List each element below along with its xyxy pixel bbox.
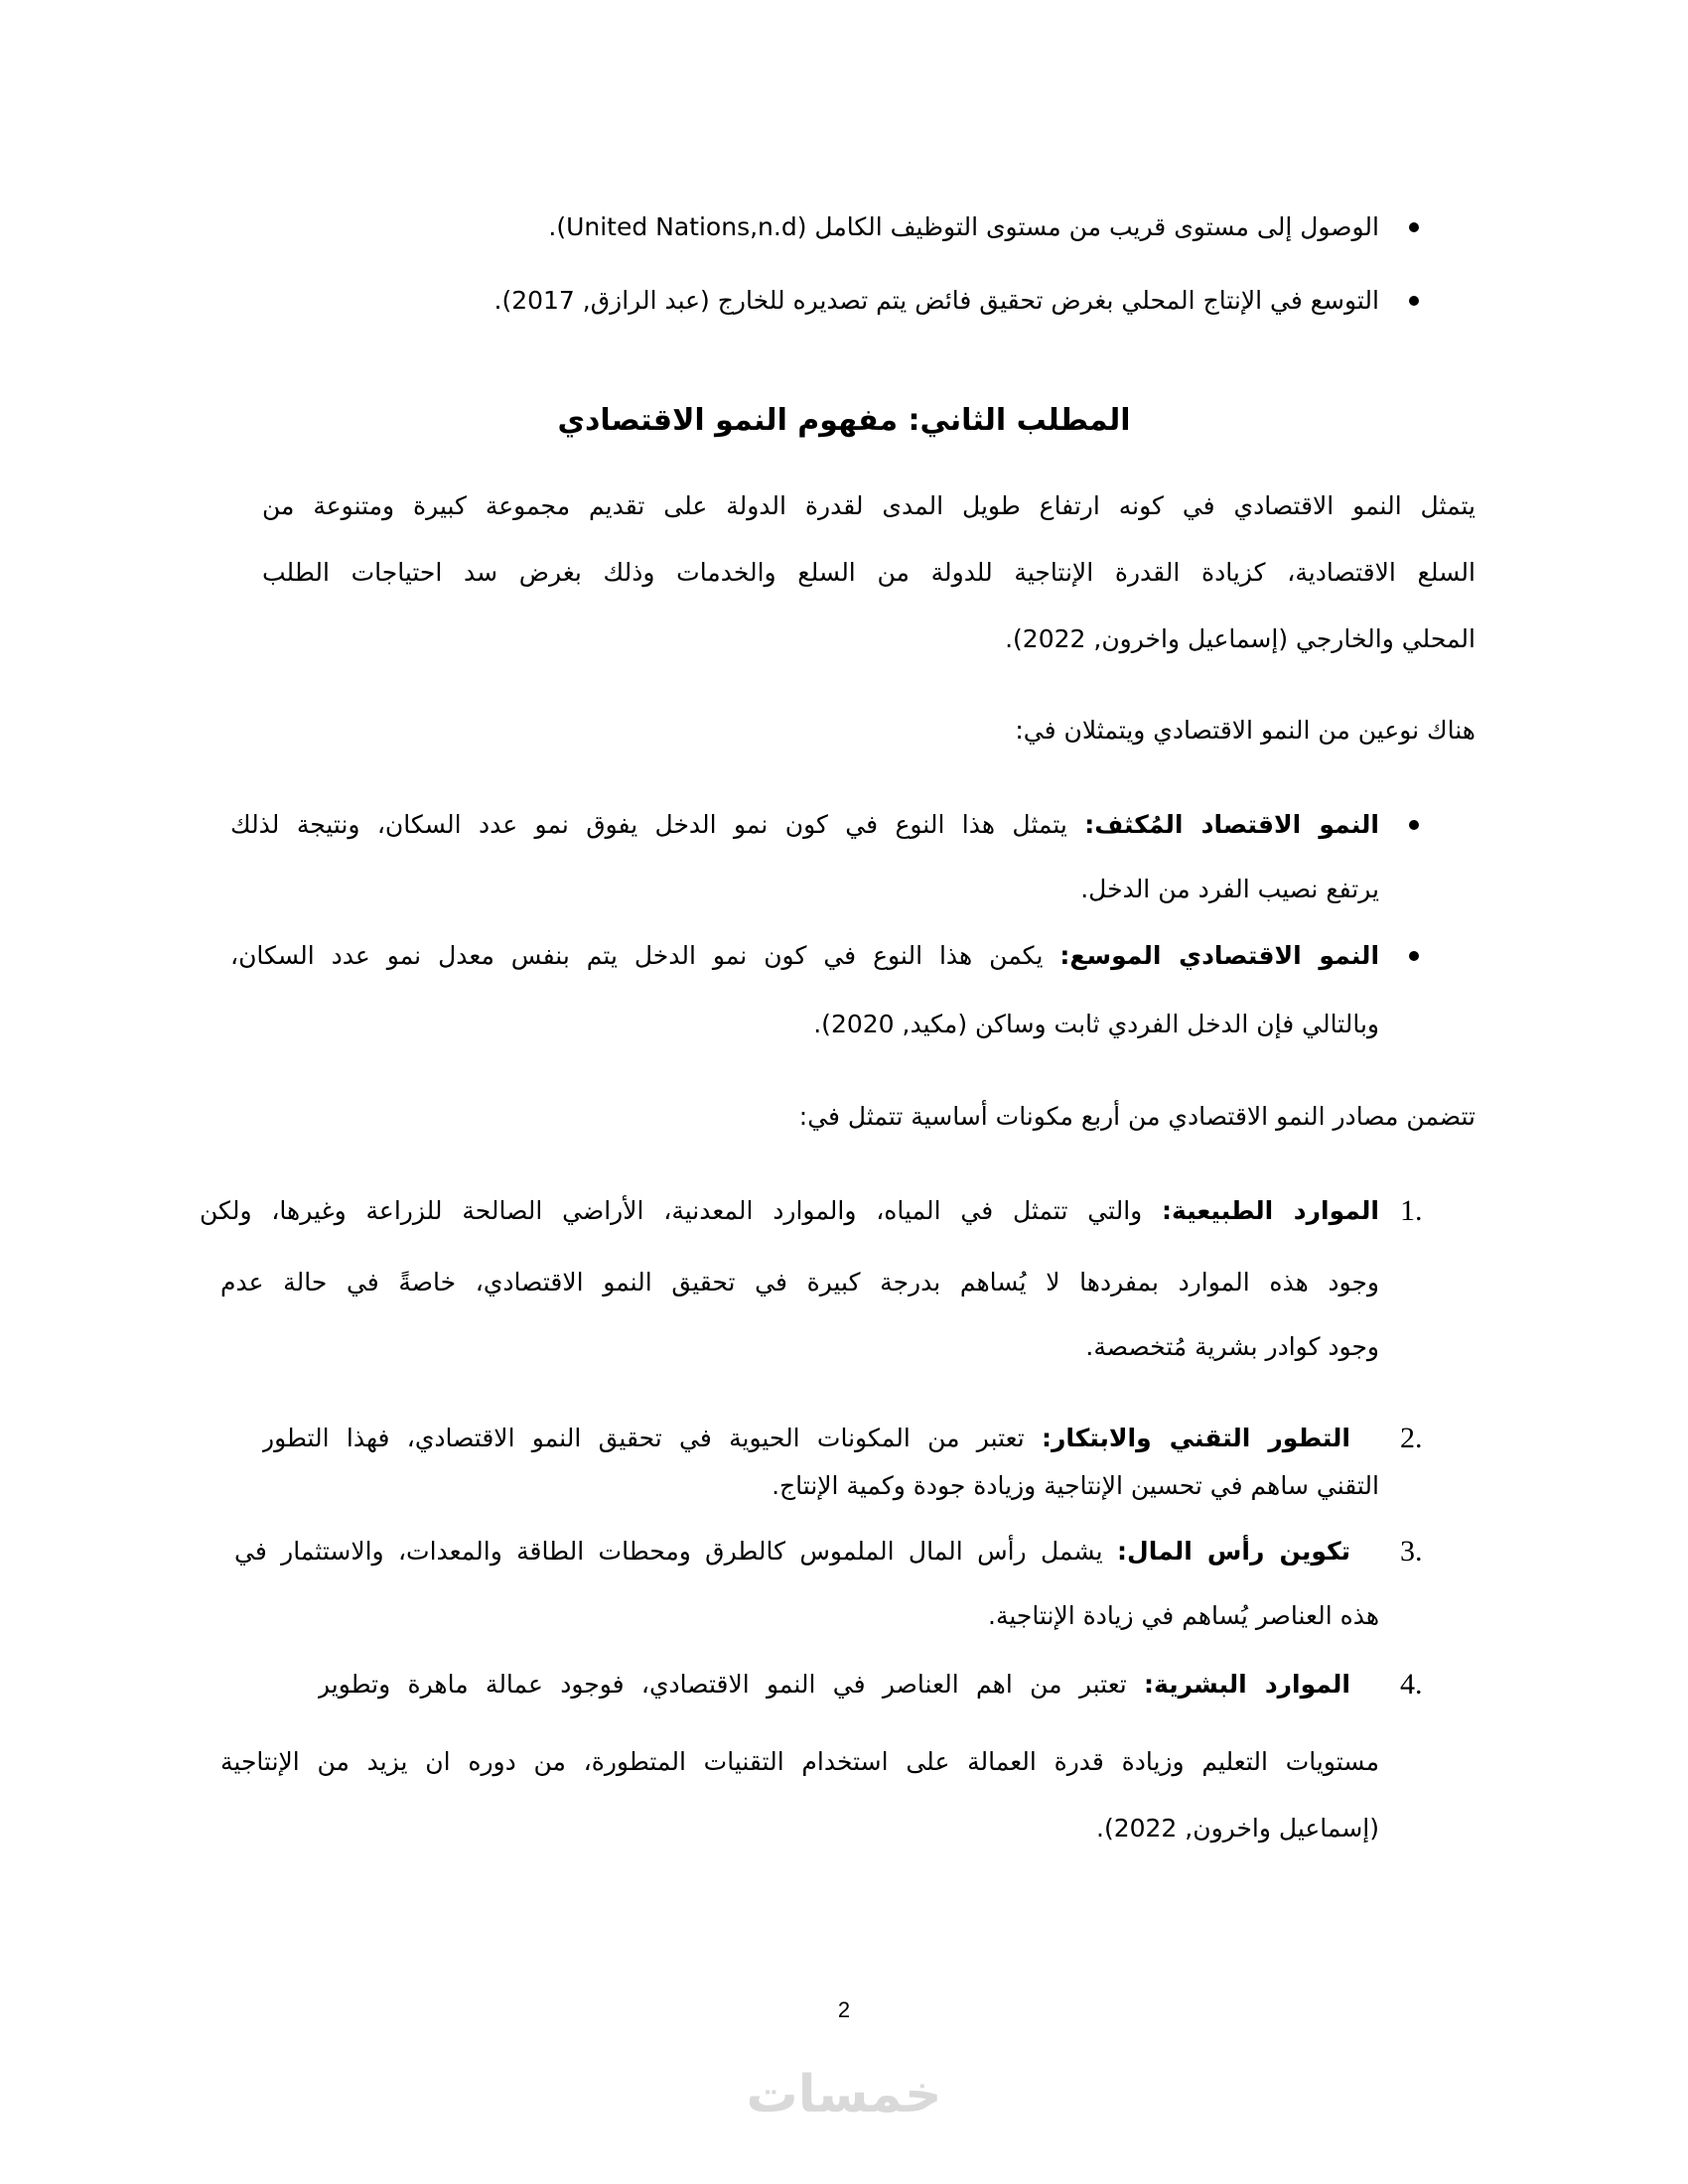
source-item-line [200, 1191, 1379, 1231]
watermark-logo: خمسات [746, 2065, 942, 2124]
sources-intro: تتضمن مصادر النمو الاقتصادي من أربع مكونات أساسية تتمثل في: [798, 1102, 1476, 1131]
intro-bullet-1: الوصول إلى مستوى قريب من مستوى التوظيف الكامل (United Nations,n.d). [548, 212, 1379, 241]
source-item-line [318, 1665, 1350, 1705]
source-item-line: وجود كوادر بشرية مُتخصصة. [1085, 1332, 1379, 1361]
type-text: يكمن هذا النوع في كون نمو الدخل يتم بنفس معدل نمو عدد السكان، [230, 941, 1044, 970]
paragraph-line: المحلي والخارجي (إسماعيل واخرون, 2022). [1005, 624, 1476, 653]
source-term: تكوين رأس المال: [1117, 1537, 1350, 1566]
type-item-line [230, 936, 1379, 976]
paragraph-line: السلع الاقتصادية، كزيادة القدرة الإنتاجية للدولة من السلع والخدمات وذلك بغرض سد احتياجات الطلب [262, 558, 1476, 587]
bullet-icon [1409, 296, 1419, 306]
source-term: الموارد البشرية: [1144, 1670, 1350, 1699]
bullet-icon [1409, 222, 1419, 232]
paragraph-line: يتمثل النمو الاقتصادي في كونه ارتفاع طويل المدى لقدرة الدولة على تقديم مجموعة كبيرة ومتنوعة من [262, 491, 1476, 520]
source-text: يشمل رأس المال الملموس كالطرق ومحطات الطاقة والمعدات، والاستثمار في [234, 1537, 1103, 1566]
source-item-line: (إسماعيل واخرون, 2022). [1096, 1814, 1379, 1843]
type-item-line: وبالتالي فإن الدخل الفردي ثابت وساكن (مكيد, 2020). [813, 1010, 1379, 1038]
source-item-line: مستويات التعليم وزيادة قدرة العمالة على استخدام التقنيات المتطورة، من دوره ان يزيد من الإنتاجية [220, 1747, 1379, 1776]
source-item-line [234, 1532, 1350, 1571]
type-text: يتمثل هذا النوع في كون نمو الدخل يفوق نمو عدد السكان، ونتيجة لذلك [230, 810, 1067, 839]
source-term: التطور التقني والابتكار: [1042, 1424, 1350, 1452]
page-number: 2 [837, 1997, 851, 2022]
list-number: 4. [1400, 1668, 1423, 1701]
type-term: النمو الاقتصاد المُكثف: [1084, 810, 1379, 839]
types-intro: هناك نوعين من النمو الاقتصادي ويتمثلان في: [1015, 716, 1476, 745]
list-number: 1. [1400, 1194, 1423, 1227]
source-text: تعتبر من المكونات الحيوية في تحقيق النمو الاقتصادي، فهذا التطور [262, 1424, 1025, 1452]
source-item-line: هذه العناصر يُساهم في زيادة الإنتاجية. [988, 1601, 1379, 1630]
source-term: الموارد الطبيعية: [1162, 1196, 1379, 1225]
section-heading: المطلب الثاني: مفهوم النمو الاقتصادي [557, 403, 1131, 438]
source-item-line [262, 1419, 1350, 1458]
intro-bullet-2: التوسع في الإنتاج المحلي بغرض تحقيق فائض يتم تصديره للخارج (عبد الرازق, 2017). [493, 286, 1379, 315]
list-number: 3. [1400, 1535, 1423, 1568]
bullet-icon [1409, 951, 1419, 961]
source-item-line: وجود هذه الموارد بمفردها لا يُساهم بدرجة كبيرة في تحقيق النمو الاقتصادي، خاصةً في حالة عدم [220, 1268, 1379, 1297]
type-item-line: يرتفع نصيب الفرد من الدخل. [1080, 875, 1379, 903]
source-text: تعتبر من اهم العناصر في النمو الاقتصادي، فوجود عمالة ماهرة وتطوير [318, 1670, 1127, 1699]
list-number: 2. [1400, 1422, 1423, 1454]
source-text: والتي تتمثل في المياه، والموارد المعدنية، الأراضي الصالحة للزراعة وغيرها، ولكن [200, 1196, 1143, 1225]
source-item-line: التقني ساهم في تحسين الإنتاجية وزيادة جودة وكمية الإنتاج. [772, 1471, 1379, 1500]
bullet-icon [1409, 820, 1419, 830]
type-item-line [230, 805, 1379, 845]
type-term: النمو الاقتصادي الموسع: [1059, 941, 1379, 970]
